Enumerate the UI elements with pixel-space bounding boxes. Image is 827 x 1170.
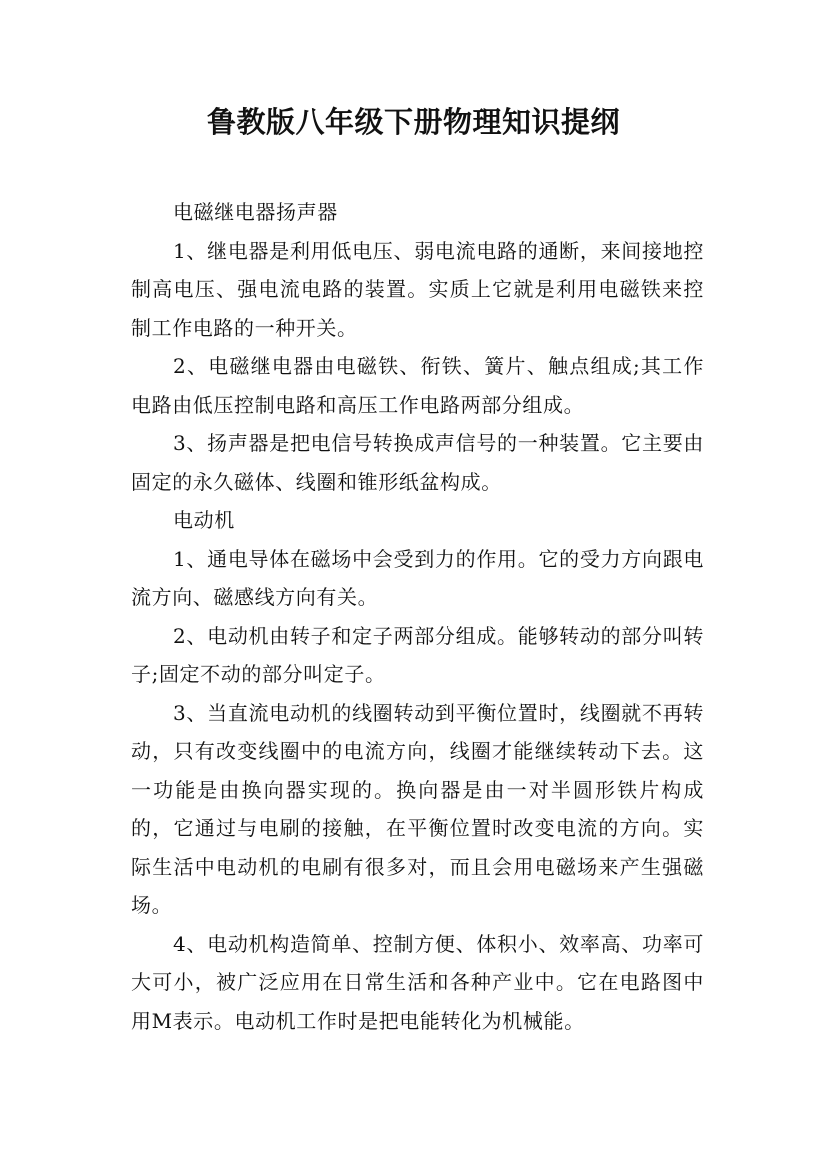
paragraph-motor-parts: 2、电动机由转子和定子两部分组成。能够转动的部分叫转子;固定不动的部分叫定子。	[131, 623, 704, 686]
document-title: 鲁教版八年级下册物理知识提纲	[206, 105, 620, 139]
paragraph-relay-definition: 1、继电器是利用低电压、弱电流电路的通断，来间接地控制高电压、强电流电路的装置。实质上它就是利用电磁铁来控制工作电路的一种开关。	[131, 238, 704, 340]
paragraph-relay-structure: 2、电磁继电器由电磁铁、衔铁、簧片、触点组成;其工作电路由低压控制电路和高压工作电路两部分组成。	[131, 354, 704, 417]
paragraph-commutator: 3、当直流电动机的线圈转动到平衡位置时，线圈就不再转动，只有改变线圈中的电流方向，线圈才能继续转动下去。这一功能是由换向器实现的。换向器是由一对半圆形铁片构成的，它通过与电刷的接触，在平衡位置时改变电流的方向。实际生活中电动机的电刷有很多对，而且会用电磁场来产生强磁场。	[131, 700, 704, 917]
section-heading-motor: 电动机	[173, 508, 235, 532]
paragraph-motor-features: 4、电动机构造简单、控制方便、体积小、效率高、功率可大可小，被广泛应用在日常生活和各种产业中。它在电路图中用M表示。电动机工作时是把电能转化为机械能。	[131, 931, 704, 1033]
paragraph-force-on-conductor: 1、通电导体在磁场中会受到力的作用。它的受力方向跟电流方向、磁感线方向有关。	[131, 546, 704, 609]
section-heading-relay-speaker: 电磁继电器扬声器	[173, 200, 338, 224]
paragraph-speaker: 3、扬声器是把电信号转换成声信号的一种装置。它主要由固定的永久磁体、线圈和锥形纸盆构成。	[131, 431, 704, 494]
document-body	[131, 193, 704, 1040]
